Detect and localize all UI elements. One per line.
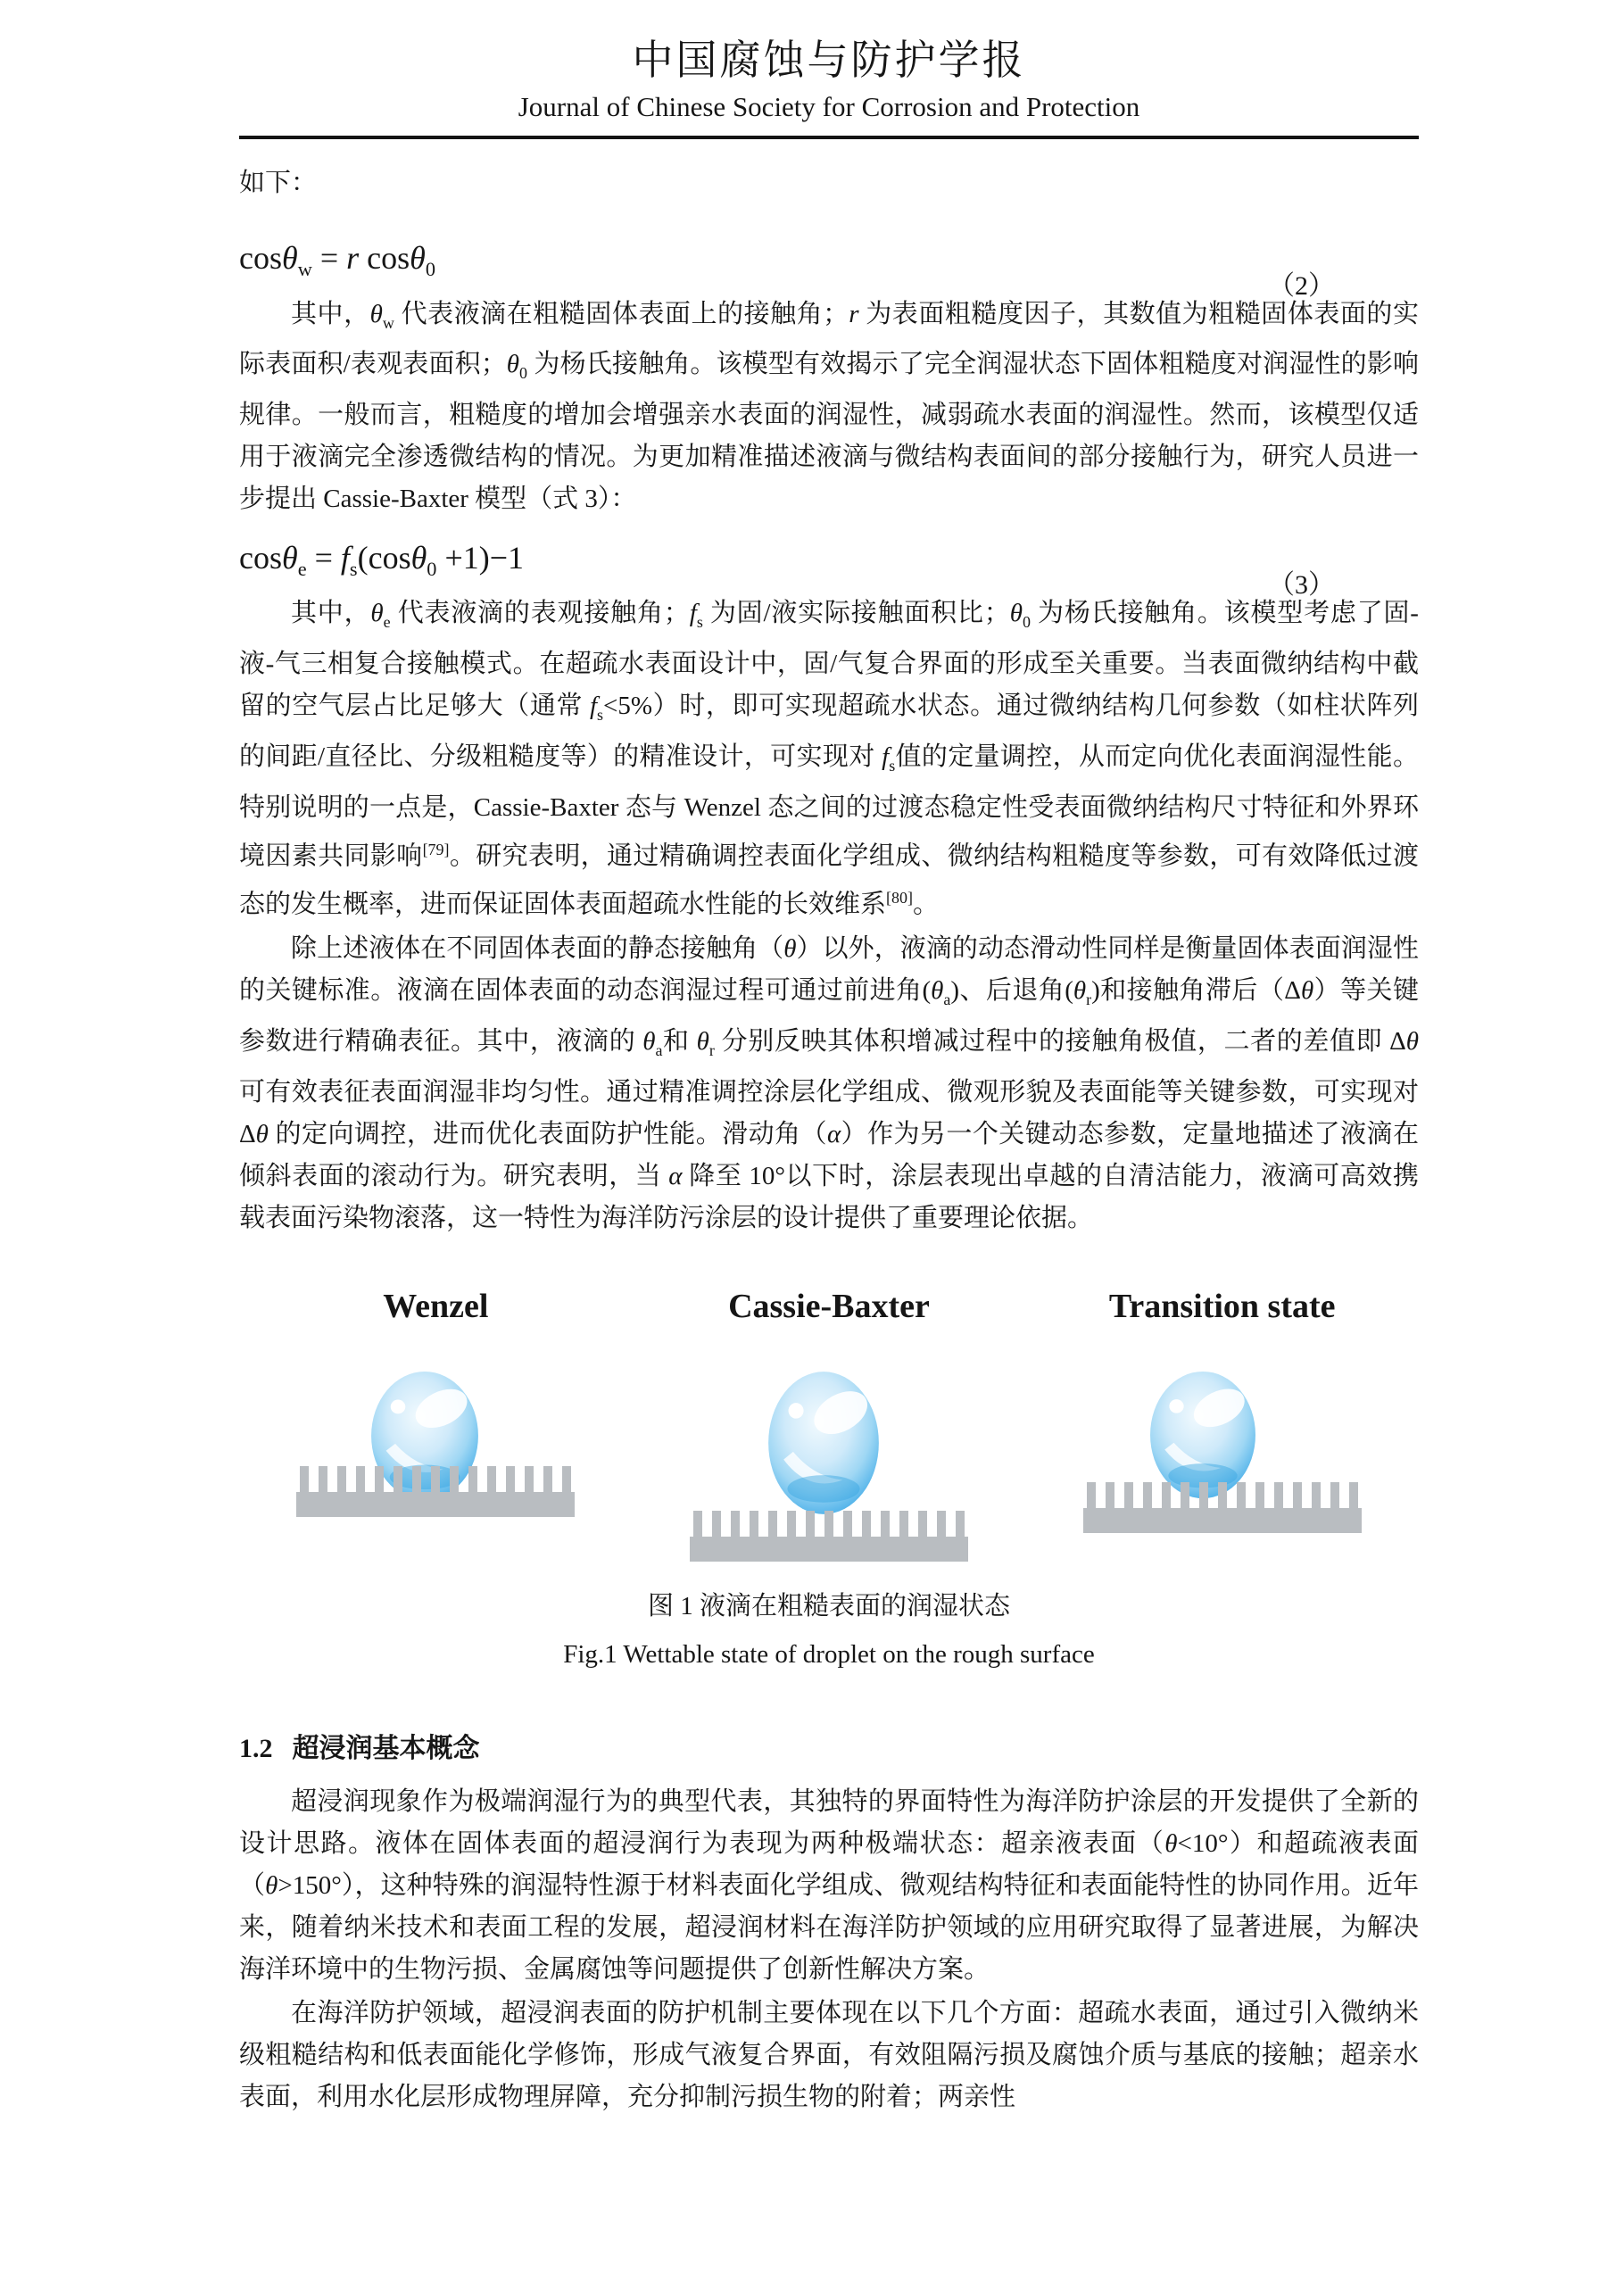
panel-label-cassie-baxter: Cassie-Baxter xyxy=(728,1287,930,1325)
figure-panel-wenzel xyxy=(239,1286,633,1562)
paragraph-wenzel-explanation: 其中，$\theta_w$ 代表液滴在粗糙固体表面上的接触角；r 为表面粗糙度因子，其数值为粗糙固体表面的实际表面积/表观表面积；$\theta_0$ 为杨氏接触角。该模型有效揭示了完全润湿状态下固体粗糙度对润湿性的影响规律。一般而言，粗糙度的增加会增强亲水表面的润湿性，减弱疏水表面的润湿性。然而，该模型仅适用于液滴完全渗透微结构的情况。为更加精准描述液滴与微结构表面间的部分接触行为，研究人员进一步提出 Cassie-Baxter 模型（式 3）： xyxy=(239,299,1419,514)
surface-pillars xyxy=(693,1511,965,1537)
section-title: 超浸润基本概念 xyxy=(292,1733,480,1763)
equation-3-number: （3） xyxy=(1268,570,1335,601)
header-rule xyxy=(239,136,1419,139)
surface-base xyxy=(690,1537,968,1562)
paragraph-dynamic-wetting: 除上述液体在不同固体表面的静态接触角（θ）以外，液滴的动态滑动性同样是衡量固体表面润湿性的关键标准。液滴在固体表面的动态润湿过程可通过前进角$(\theta_a)$、后退角$(\theta_r)$和接触角滞后（Δθ）等关键参数进行精确表征。其中，液滴的 $\theta_a$和 $\theta_r$ 分别反映其体积增减过程中的接触角极值，二者的差值即 Δθ 可有效表征表面润湿非均匀性。通过精准调控涂层化学组成、微观形貌及表面能等关键参数，可实现对 Δθ 的定向调控，进而优化表面防护性能。滑动角（α）作为另一个关键动态参数，定量地描述了液滴在倾斜表面的滚动行为。研究表明，当 α 降至 10°以下时，涂层表现出卓越的自清洁能力，液滴可高效携载表面污染物滚落，这一特性为海洋防污涂层的设计提供了重要理论依据。 xyxy=(239,934,1419,1232)
figure-1-caption-en: Fig.1 Wettable state of droplet on the rough surface xyxy=(563,1639,1095,1669)
paragraph-cassie-explanation: 其中，$\theta_e$ 代表液滴的表观接触角；$f_s$ 为固/液实际接触面积比；$\theta_0$ 为杨氏接触角。该模型考虑了固-液-气三相复合接触模式。在超疏水表面设计中，固/气复合界面的形成至关重要。当表面微纳结构中截留的空气层占比足够大（通常 $f_s<5\%$）时，即可实现超疏水状态。通过微纳结构几何参数（如柱状阵列的间距/直径比、分级粗糙度等）的精准设计，可实现对 $f_s$值的定量调控，从而定向优化表面润湿性能。特别说明的一点是，Cassie-Baxter 态与 Wenzel 态之间的过渡态稳定性受表面微纳结构尺寸特征和外界环境因素共同影响[79]。研究表明，通过精确调控表面化学组成、微纳结构粗糙度等参数，可有效降低过渡态的发生概率，进而保证固体表面超疏水性能的长效维系[80]。 xyxy=(239,599,1419,920)
figure-1 xyxy=(239,1286,1419,1672)
section-number: 1.2 xyxy=(239,1733,273,1763)
rough-surface xyxy=(690,1511,968,1562)
equation-2-formula: cosθ$_w$ = r cosθ$_0$ xyxy=(239,240,435,281)
surface-pillars xyxy=(1087,1482,1358,1508)
journal-title-zh: 中国腐蚀与防护学报 xyxy=(632,37,1026,83)
water-droplet-icon xyxy=(766,1370,881,1516)
equation-2-number: （2） xyxy=(1268,270,1335,301)
journal-title-en: Journal of Chinese Society for Corrosion and Protection xyxy=(518,91,1140,123)
section-1-2-heading xyxy=(239,1729,1419,1769)
paragraph-superwetting-intro: 超浸润现象作为极端润湿行为的典型代表，其独特的界面特性为海洋防护涂层的开发提供了全新的设计思路。液体在固体表面的超浸润行为表现为两种极端状态：超亲液表面（θ<10°）和超疏液表面（θ>150°），这种特殊的润湿特性源于材料表面化学组成、微观结构特征和表面能特性的协同作用。近年来，随着纳米技术和表面工程的发展，超浸润材料在海洋防护领域的应用研究取得了显著进展，为解决海洋环境中的生物污损、金属腐蚀等问题提供了创新性解决方案。 xyxy=(239,1786,1420,1984)
panel-label-transition-state: Transition state xyxy=(1108,1287,1336,1325)
surface-pillars xyxy=(300,1466,571,1492)
water-droplet-icon xyxy=(1148,1370,1257,1500)
rough-surface xyxy=(1083,1482,1362,1533)
figure-1-panels xyxy=(239,1286,1419,1562)
equation-3-formula: $\cos\theta_e = f_s(\cos\theta_0 +1)-1$ xyxy=(239,540,525,581)
equation-2 xyxy=(239,235,1419,301)
figure-panel-transition-state xyxy=(1025,1286,1419,1562)
intro-line: 如下： xyxy=(239,169,318,198)
figure-panel-cassie-baxter xyxy=(633,1286,1026,1562)
section-1-2-body xyxy=(239,1781,1419,2118)
equation-3 xyxy=(239,535,1419,601)
page-content xyxy=(239,0,1419,2118)
paragraph-marine-protection: 在海洋防护领域，超浸润表面的防护机制主要体现在以下几个方面：超疏水表面，通过引入微纳米级粗糙结构和低表面能化学修饰，形成气液复合界面，有效阻隔污损及腐蚀介质与基底的接触；超亲水表面，利用水化层形成物理屏障，充分抑制污损生物的附着；两亲性 xyxy=(239,1998,1419,2111)
surface-base xyxy=(1083,1508,1362,1533)
panel-label-wenzel: Wenzel xyxy=(383,1287,489,1325)
figure-1-caption-zh: 图 1 液滴在粗糙表面的润湿状态 xyxy=(647,1591,1010,1620)
rough-surface xyxy=(296,1466,575,1517)
surface-base xyxy=(296,1492,575,1517)
